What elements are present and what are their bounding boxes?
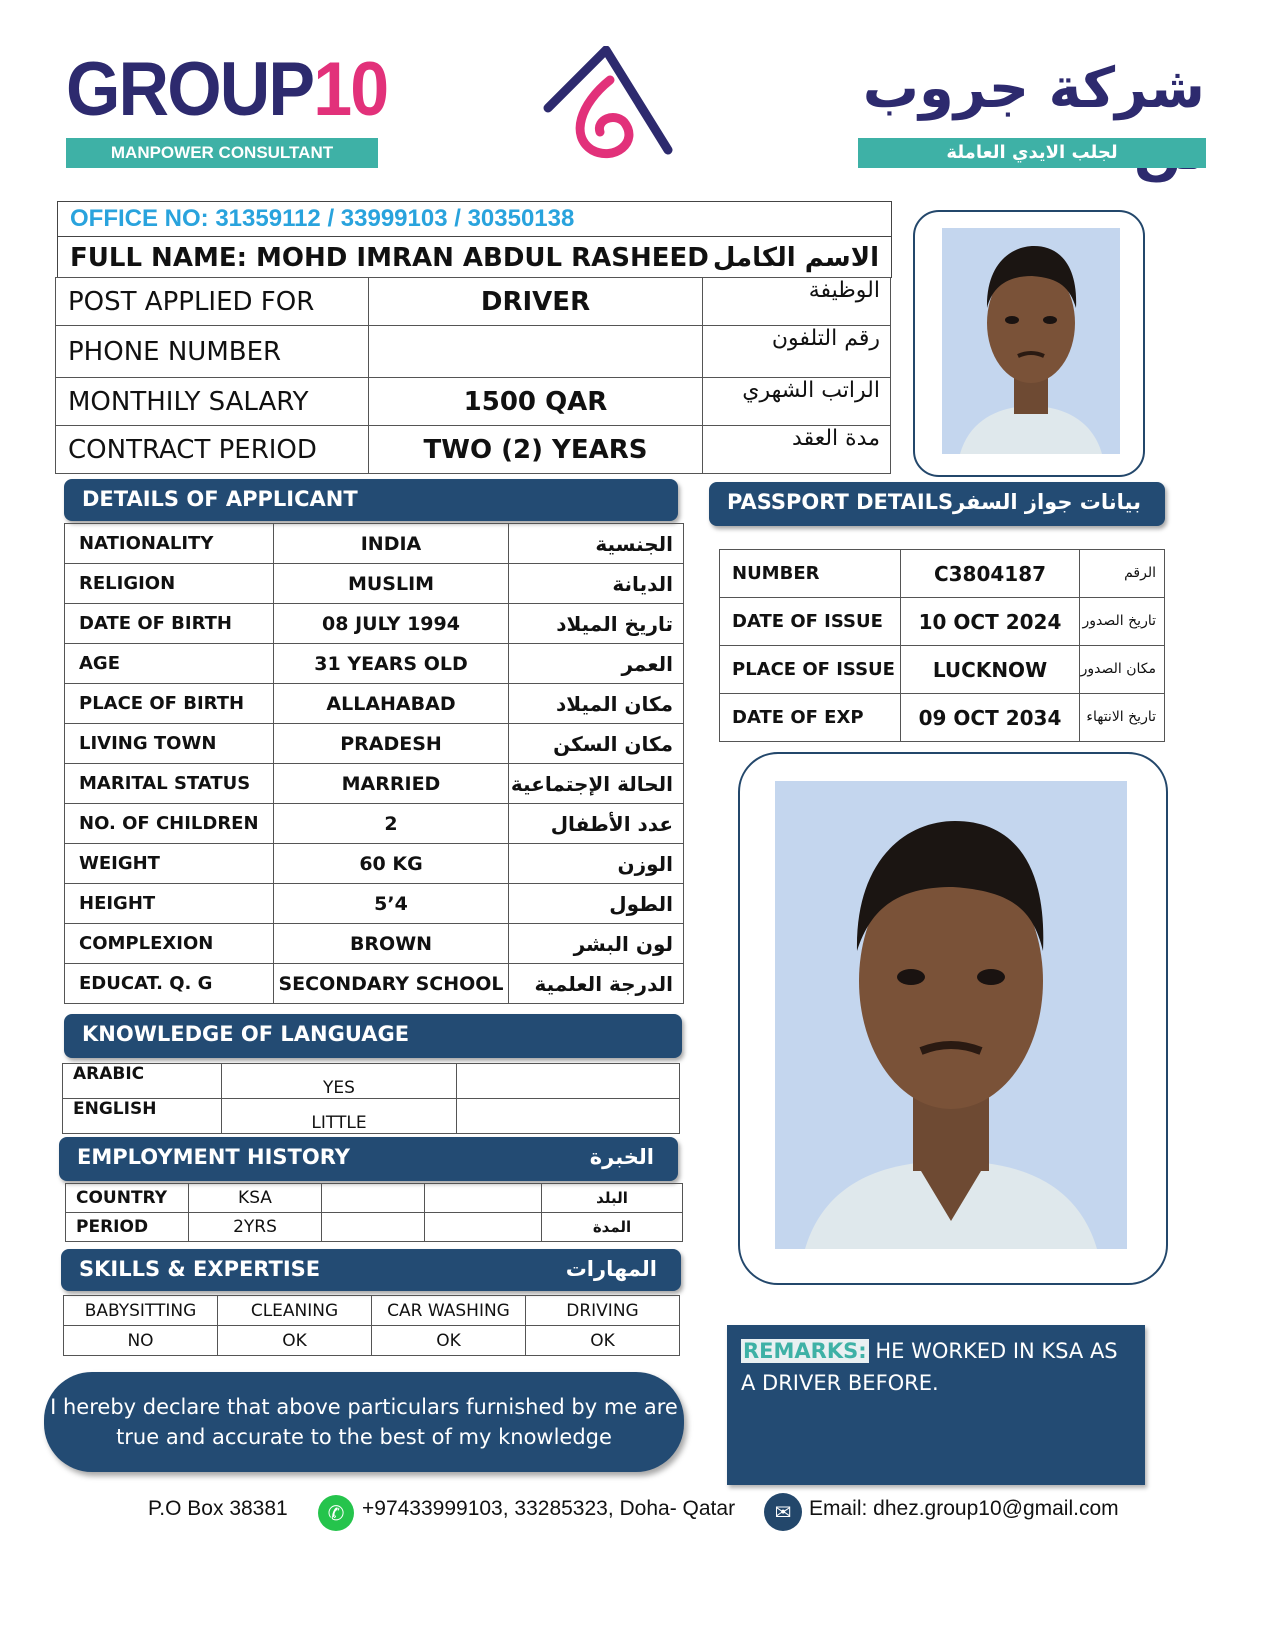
- table-row: [65, 604, 684, 644]
- table-row: [65, 844, 684, 884]
- detail-arabic-label: عدد الأطفال: [509, 804, 684, 844]
- full-name-row: [57, 236, 892, 278]
- applicant-photo-large: [775, 781, 1127, 1249]
- house-logo-icon: [540, 46, 680, 166]
- passport-label: PLACE OF ISSUE: [720, 646, 901, 694]
- detail-value: MUSLIM: [274, 564, 509, 604]
- employment-title-arabic: الخبرة: [589, 1145, 654, 1169]
- empty-cell: [457, 1099, 680, 1134]
- language-label: ENGLISH: [63, 1099, 222, 1134]
- employment-value: KSA: [189, 1184, 322, 1213]
- detail-value: PRADESH: [274, 724, 509, 764]
- job-arabic-label: مدة العقد: [703, 426, 891, 474]
- applicant-photo-small: [942, 228, 1120, 454]
- table-row: [56, 378, 891, 426]
- passport-arabic-label: تاريخ الانتهاء: [1080, 694, 1165, 742]
- passport-section-header: [709, 482, 1165, 526]
- skill-value: OK: [218, 1326, 372, 1356]
- detail-arabic-label: لون البشر: [509, 924, 684, 964]
- passport-value: LUCKNOW: [901, 646, 1080, 694]
- detail-value: 31 YEARS OLD: [274, 644, 509, 684]
- passport-value: 09 OCT 2034: [901, 694, 1080, 742]
- table-row: [64, 1296, 680, 1326]
- table-row: [56, 278, 891, 326]
- skill-value: NO: [64, 1326, 218, 1356]
- job-arabic-label: رقم التلفون: [703, 326, 891, 378]
- footer-pobox: P.O Box 38381: [148, 1497, 288, 1520]
- empty-cell: [322, 1213, 425, 1242]
- table-row: [56, 326, 891, 378]
- footer-email[interactable]: Email: dhez.group10@gmail.com: [809, 1497, 1119, 1520]
- details-section-header: DETAILS OF APPLICANT: [64, 479, 678, 521]
- detail-label: RELIGION: [65, 564, 274, 604]
- table-row: [720, 550, 1165, 598]
- detail-value: INDIA: [274, 524, 509, 564]
- detail-arabic-label: الدرجة العلمية: [509, 964, 684, 1004]
- detail-arabic-label: مكان السكن: [509, 724, 684, 764]
- employment-title: EMPLOYMENT HISTORY: [77, 1145, 350, 1169]
- declaration-text: I hereby declare that above particulars furnished by me are true and accurate to the best of my knowledge: [44, 1372, 684, 1472]
- detail-arabic-label: العمر: [509, 644, 684, 684]
- detail-label: LIVING TOWN: [65, 724, 274, 764]
- passport-title: PASSPORT DETAILS: [727, 490, 954, 514]
- remarks-text: HE WORKED IN KSA AS A DRIVER BEFORE.: [741, 1339, 1118, 1395]
- table-row: [65, 684, 684, 724]
- detail-arabic-label: تاريخ الميلاد: [509, 604, 684, 644]
- brand-word: GROUP: [66, 47, 314, 132]
- skills-section-header: [61, 1249, 681, 1291]
- passport-arabic-label: مكان الصدور: [1080, 646, 1165, 694]
- skill-name: BABYSITTING: [64, 1296, 218, 1326]
- table-row: [720, 598, 1165, 646]
- empty-cell: [425, 1213, 542, 1242]
- language-value: LITTLE: [222, 1099, 457, 1134]
- detail-value: 5’4: [274, 884, 509, 924]
- skill-name: DRIVING: [526, 1296, 680, 1326]
- table-row: [65, 644, 684, 684]
- empty-cell: [425, 1184, 542, 1213]
- skill-name: CAR WASHING: [372, 1296, 526, 1326]
- job-value: 1500 QAR: [369, 378, 703, 426]
- job-value: DRIVER: [369, 278, 703, 326]
- table-row: [56, 426, 891, 474]
- table-row: [720, 646, 1165, 694]
- language-table: [62, 1063, 680, 1134]
- skill-value: OK: [372, 1326, 526, 1356]
- passport-table: [719, 549, 1165, 742]
- detail-arabic-label: الوزن: [509, 844, 684, 884]
- whatsapp-icon: ✆: [318, 1495, 354, 1531]
- detail-arabic-label: الديانة: [509, 564, 684, 604]
- detail-label: NATIONALITY: [65, 524, 274, 564]
- table-row: [65, 524, 684, 564]
- language-section-header: KNOWLEDGE OF LANGUAGE: [64, 1014, 682, 1058]
- passport-title-arabic: بيانات جواز السفر: [952, 490, 1141, 514]
- brand-arabic-subtitle: لجلب الايدي العاملة: [858, 138, 1206, 168]
- remarks-box: [727, 1325, 1145, 1485]
- table-row: [65, 924, 684, 964]
- language-value: YES: [222, 1064, 457, 1099]
- detail-value: 60 KG: [274, 844, 509, 884]
- passport-label: DATE OF EXP: [720, 694, 901, 742]
- passport-value: C3804187: [901, 550, 1080, 598]
- table-row: [65, 884, 684, 924]
- full-name-arabic-label: الاسم الكامل: [712, 243, 879, 273]
- brand-number: 10: [313, 47, 388, 132]
- brand-logo-text: [66, 47, 388, 132]
- detail-value: 2: [274, 804, 509, 844]
- details-table: [64, 523, 684, 1004]
- table-row: [66, 1213, 683, 1242]
- detail-value: ALLAHABAD: [274, 684, 509, 724]
- passport-value: 10 OCT 2024: [901, 598, 1080, 646]
- detail-label: EDUCAT. Q. G: [65, 964, 274, 1004]
- detail-arabic-label: مكان الميلاد: [509, 684, 684, 724]
- detail-label: HEIGHT: [65, 884, 274, 924]
- detail-arabic-label: الطول: [509, 884, 684, 924]
- skill-value: OK: [526, 1326, 680, 1356]
- passport-arabic-label: الرقم: [1080, 550, 1165, 598]
- detail-label: PLACE OF BIRTH: [65, 684, 274, 724]
- table-row: [66, 1184, 683, 1213]
- detail-label: MARITAL STATUS: [65, 764, 274, 804]
- employment-label: COUNTRY: [66, 1184, 189, 1213]
- employment-table: [65, 1183, 683, 1242]
- skill-name: CLEANING: [218, 1296, 372, 1326]
- job-label: POST APPLIED FOR: [56, 278, 369, 326]
- table-row: [65, 764, 684, 804]
- mail-icon: ✉: [764, 1493, 802, 1531]
- table-row: [720, 694, 1165, 742]
- table-row: [65, 804, 684, 844]
- detail-label: WEIGHT: [65, 844, 274, 884]
- table-row: [65, 964, 684, 1004]
- job-value: TWO (2) YEARS: [369, 426, 703, 474]
- table-row: [64, 1326, 680, 1356]
- job-label: MONTHILY SALARY: [56, 378, 369, 426]
- brand-subtitle: MANPOWER CONSULTANT: [66, 138, 378, 168]
- detail-value: SECONDARY SCHOOL: [274, 964, 509, 1004]
- employment-arabic-label: المدة: [542, 1213, 683, 1242]
- detail-label: NO. OF CHILDREN: [65, 804, 274, 844]
- passport-label: DATE OF ISSUE: [720, 598, 901, 646]
- job-value: [369, 326, 703, 378]
- employment-arabic-label: البلد: [542, 1184, 683, 1213]
- employment-label: PERIOD: [66, 1213, 189, 1242]
- table-row: [65, 564, 684, 604]
- detail-label: AGE: [65, 644, 274, 684]
- employment-value: 2YRS: [189, 1213, 322, 1242]
- detail-value: 08 JULY 1994: [274, 604, 509, 644]
- table-row: [63, 1099, 680, 1134]
- skills-table: [63, 1295, 680, 1356]
- brand-arabic-name: شركة جروب: [862, 56, 1205, 121]
- employment-section-header: [59, 1137, 678, 1181]
- table-row: [65, 724, 684, 764]
- footer-phone: +97433999103, 33285323, Doha- Qatar: [362, 1497, 736, 1520]
- job-arabic-label: الراتب الشهري: [703, 378, 891, 426]
- job-table: [55, 277, 891, 474]
- full-name: FULL NAME: MOHD IMRAN ABDUL RASHEED: [70, 243, 709, 273]
- skills-title: SKILLS & EXPERTISE: [79, 1257, 321, 1281]
- remarks-label: REMARKS:: [743, 1339, 867, 1363]
- office-numbers: OFFICE NO: 31359112 / 33999103 / 30350138: [57, 201, 892, 237]
- detail-arabic-label: الحالة الإجتماعية: [509, 764, 684, 804]
- detail-value: BROWN: [274, 924, 509, 964]
- detail-arabic-label: الجنسية: [509, 524, 684, 564]
- detail-label: DATE OF BIRTH: [65, 604, 274, 644]
- detail-value: MARRIED: [274, 764, 509, 804]
- empty-cell: [457, 1064, 680, 1099]
- empty-cell: [322, 1184, 425, 1213]
- detail-label: COMPLEXION: [65, 924, 274, 964]
- passport-arabic-label: تاريخ الصدور: [1080, 598, 1165, 646]
- job-label: CONTRACT PERIOD: [56, 426, 369, 474]
- skills-title-arabic: المهارات: [565, 1257, 657, 1281]
- job-arabic-label: الوظيفة: [703, 278, 891, 326]
- passport-label: NUMBER: [720, 550, 901, 598]
- table-row: [63, 1064, 680, 1099]
- job-label: PHONE NUMBER: [56, 326, 369, 378]
- language-label: ARABIC: [63, 1064, 222, 1099]
